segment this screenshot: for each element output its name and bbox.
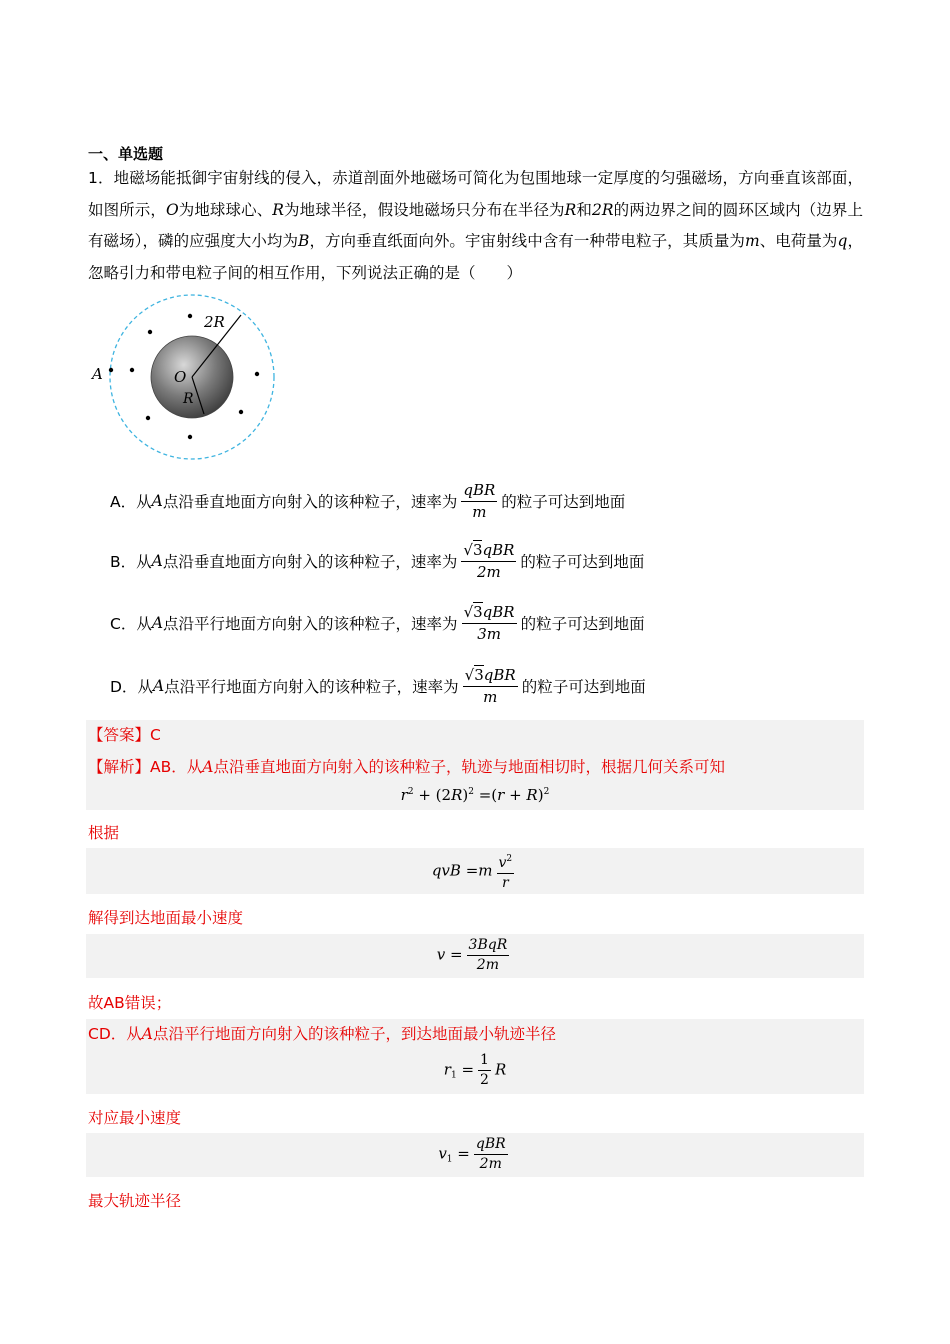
- lorentz-equation: [0, 851, 950, 892]
- min-speed-equation: [0, 937, 950, 974]
- question-text-part: 为地球球心、: [178, 200, 273, 219]
- analysis-line-max-radius: 最大轨迹半径: [88, 1192, 182, 1210]
- option-text: 点沿垂直地面方向射入的该种粒子，速率为: [162, 553, 458, 571]
- eq-sup: 2: [468, 787, 474, 797]
- var-R: R: [564, 200, 577, 219]
- option-text: 的粒子可达到地面: [520, 553, 645, 571]
- eq-term: qvB =m: [431, 861, 493, 880]
- eq-term: =: [452, 1144, 470, 1163]
- question-text-part: ，忽略引力和带电粒子间的相互作用，下列说法正确的是（ ）: [88, 232, 863, 282]
- fraction-denominator: 3m: [477, 624, 501, 643]
- point-A: A: [141, 1025, 153, 1043]
- eq-term: R: [451, 786, 463, 804]
- point-A: A: [151, 614, 164, 632]
- var-R: R: [272, 200, 284, 219]
- speed-fraction: [461, 481, 497, 522]
- option-a[interactable]: [110, 478, 625, 524]
- fraction-numerator: qBR: [461, 481, 497, 502]
- eq-fraction: [478, 1052, 491, 1089]
- fraction-numerator: 3BqR: [467, 937, 510, 956]
- earth-magnetic-field-figure: [86, 290, 286, 465]
- point-A: A: [202, 758, 214, 776]
- option-text: 点沿平行地面方向射入的该种粒子，速率为: [163, 615, 458, 633]
- analysis-cd-intro: [88, 1022, 556, 1044]
- speed-fraction: [463, 666, 518, 707]
- sqrt-argument: 3: [473, 602, 483, 621]
- eq-term: =: [456, 1060, 475, 1079]
- var-m: m: [744, 232, 760, 250]
- analysis-line-corr-min: 对应最小速度: [88, 1109, 182, 1127]
- eq-fraction: [474, 1136, 508, 1173]
- option-text: 从: [136, 493, 152, 511]
- point-A: A: [151, 552, 163, 570]
- answer-value: C: [150, 726, 161, 744]
- question-text: [88, 163, 863, 289]
- analysis-line-gen: 根据: [88, 824, 120, 842]
- numerator-text: qBR: [482, 602, 515, 621]
- eq-sup: 2: [407, 787, 414, 797]
- answer-line: [88, 723, 161, 745]
- section-title: 一、单选题: [88, 145, 164, 163]
- numerator-text: qBR: [483, 665, 516, 684]
- question-text-part: 和: [576, 200, 593, 219]
- fraction-numerator: 1: [478, 1052, 491, 1071]
- fraction-numerator: [461, 541, 516, 562]
- option-text: 的粒子可达到地面: [521, 678, 646, 696]
- eq-term: R: [494, 1060, 507, 1079]
- numerator-text: qBR: [482, 540, 515, 559]
- fraction-denominator: 2m: [477, 562, 501, 581]
- numerator-text: v: [498, 855, 507, 871]
- eq-term: r + R: [497, 786, 538, 804]
- fraction-numerator: [462, 603, 517, 624]
- fraction-denominator: 2m: [476, 957, 499, 973]
- eq-sup: 2: [506, 854, 513, 864]
- eq-term: v =: [436, 945, 463, 964]
- var-B: B: [298, 232, 310, 250]
- question-text-part: 地磁场能抵御宇宙射线的侵入，赤道剖面外地磁场可简化为包围地球一定厚度的匀强磁场，方向垂直该部面，如图所示，: [88, 169, 863, 219]
- var-2R: 2R: [592, 200, 614, 219]
- question-number: 1．: [88, 169, 114, 187]
- corr-min-speed-equation: [0, 1136, 950, 1173]
- eq-sub: 1: [450, 1070, 457, 1081]
- option-text: 从: [136, 553, 152, 571]
- answer-label: 【答案】: [88, 726, 151, 744]
- option-b[interactable]: [110, 538, 644, 584]
- fraction-numerator: [497, 851, 515, 874]
- eq-term: ): [537, 786, 544, 804]
- label-A: A: [92, 365, 103, 383]
- analysis-text: AB．从: [150, 758, 203, 776]
- option-text: 从: [136, 615, 152, 633]
- eq-term: ): [462, 786, 469, 804]
- analysis-text: 点沿平行地面方向射入的该种粒子，到达地面最小轨迹半径: [152, 1025, 556, 1043]
- question-text-part: ，方向垂直纸面向外。宇宙射线中含有一种带电粒子，其质量为: [309, 232, 745, 250]
- option-letter: A．: [110, 493, 137, 511]
- analysis-text: 点沿垂直地面方向射入的该种粒子，轨迹与地面相切时，根据几何关系可知: [213, 758, 725, 776]
- label-2R: 2R: [204, 313, 225, 331]
- speed-fraction: [462, 603, 517, 644]
- option-d[interactable]: [110, 663, 646, 709]
- label-R: R: [183, 391, 194, 407]
- sqrt-sign: √: [463, 602, 474, 621]
- point-A: A: [152, 677, 165, 695]
- option-text: 的粒子可达到地面: [501, 493, 626, 511]
- eq-sub: 1: [446, 1154, 453, 1165]
- option-c[interactable]: [110, 600, 645, 646]
- eq-term: r: [443, 1060, 451, 1079]
- min-radius-equation: [0, 1052, 950, 1089]
- sqrt-sign: √: [464, 665, 475, 684]
- eq-fraction: [497, 851, 515, 892]
- question-text-part: 为地球半径，假设地磁场只分布在半径为: [283, 200, 565, 219]
- eq-term: r: [400, 786, 408, 804]
- option-letter: C．: [110, 615, 137, 633]
- fraction-denominator: m: [472, 502, 487, 521]
- fraction-denominator: m: [483, 687, 498, 706]
- geometry-equation: [0, 786, 950, 804]
- var-q: q: [837, 232, 848, 250]
- option-text: 的粒子可达到地面: [520, 615, 645, 633]
- eq-term: + (2: [413, 786, 452, 804]
- question-text-part: 的两边界之间的圆环区域内（边界上有磁场），磷的应强度大小均为: [88, 200, 863, 250]
- question-text-part: 、电荷量为: [759, 232, 838, 250]
- option-text: 点沿平行地面方向射入的该种粒子，速率为: [164, 678, 459, 696]
- analysis-line-min-speed: 解得到达地面最小速度: [88, 909, 244, 927]
- eq-fraction: [467, 937, 510, 974]
- eq-term: =(: [473, 786, 498, 804]
- eq-term: v: [438, 1144, 447, 1163]
- sqrt-argument: 3: [472, 540, 483, 559]
- fraction-denominator: 2m: [479, 1156, 502, 1172]
- var-O: O: [165, 200, 179, 219]
- sqrt-sign: √: [463, 540, 473, 559]
- option-letter: D．: [110, 678, 138, 696]
- label-O: O: [174, 368, 187, 386]
- speed-fraction: [461, 541, 516, 582]
- option-text: 点沿垂直地面方向射入的该种粒子，速率为: [162, 493, 458, 511]
- option-letter: B．: [110, 553, 137, 571]
- analysis-text: CD．从: [88, 1025, 142, 1043]
- point-A: A: [151, 492, 163, 510]
- analysis-line-ab-wrong: 故AB错误；: [88, 994, 172, 1012]
- sqrt-argument: 3: [474, 665, 484, 684]
- fraction-denominator: r: [501, 875, 509, 891]
- fraction-numerator: qBR: [474, 1136, 508, 1155]
- analysis-ab-intro: [88, 755, 725, 777]
- analysis-label: 【解析】: [88, 758, 151, 776]
- eq-sup: 2: [543, 787, 550, 797]
- fraction-numerator: [463, 666, 518, 687]
- option-text: 从: [137, 678, 153, 696]
- fraction-denominator: 2: [480, 1072, 489, 1088]
